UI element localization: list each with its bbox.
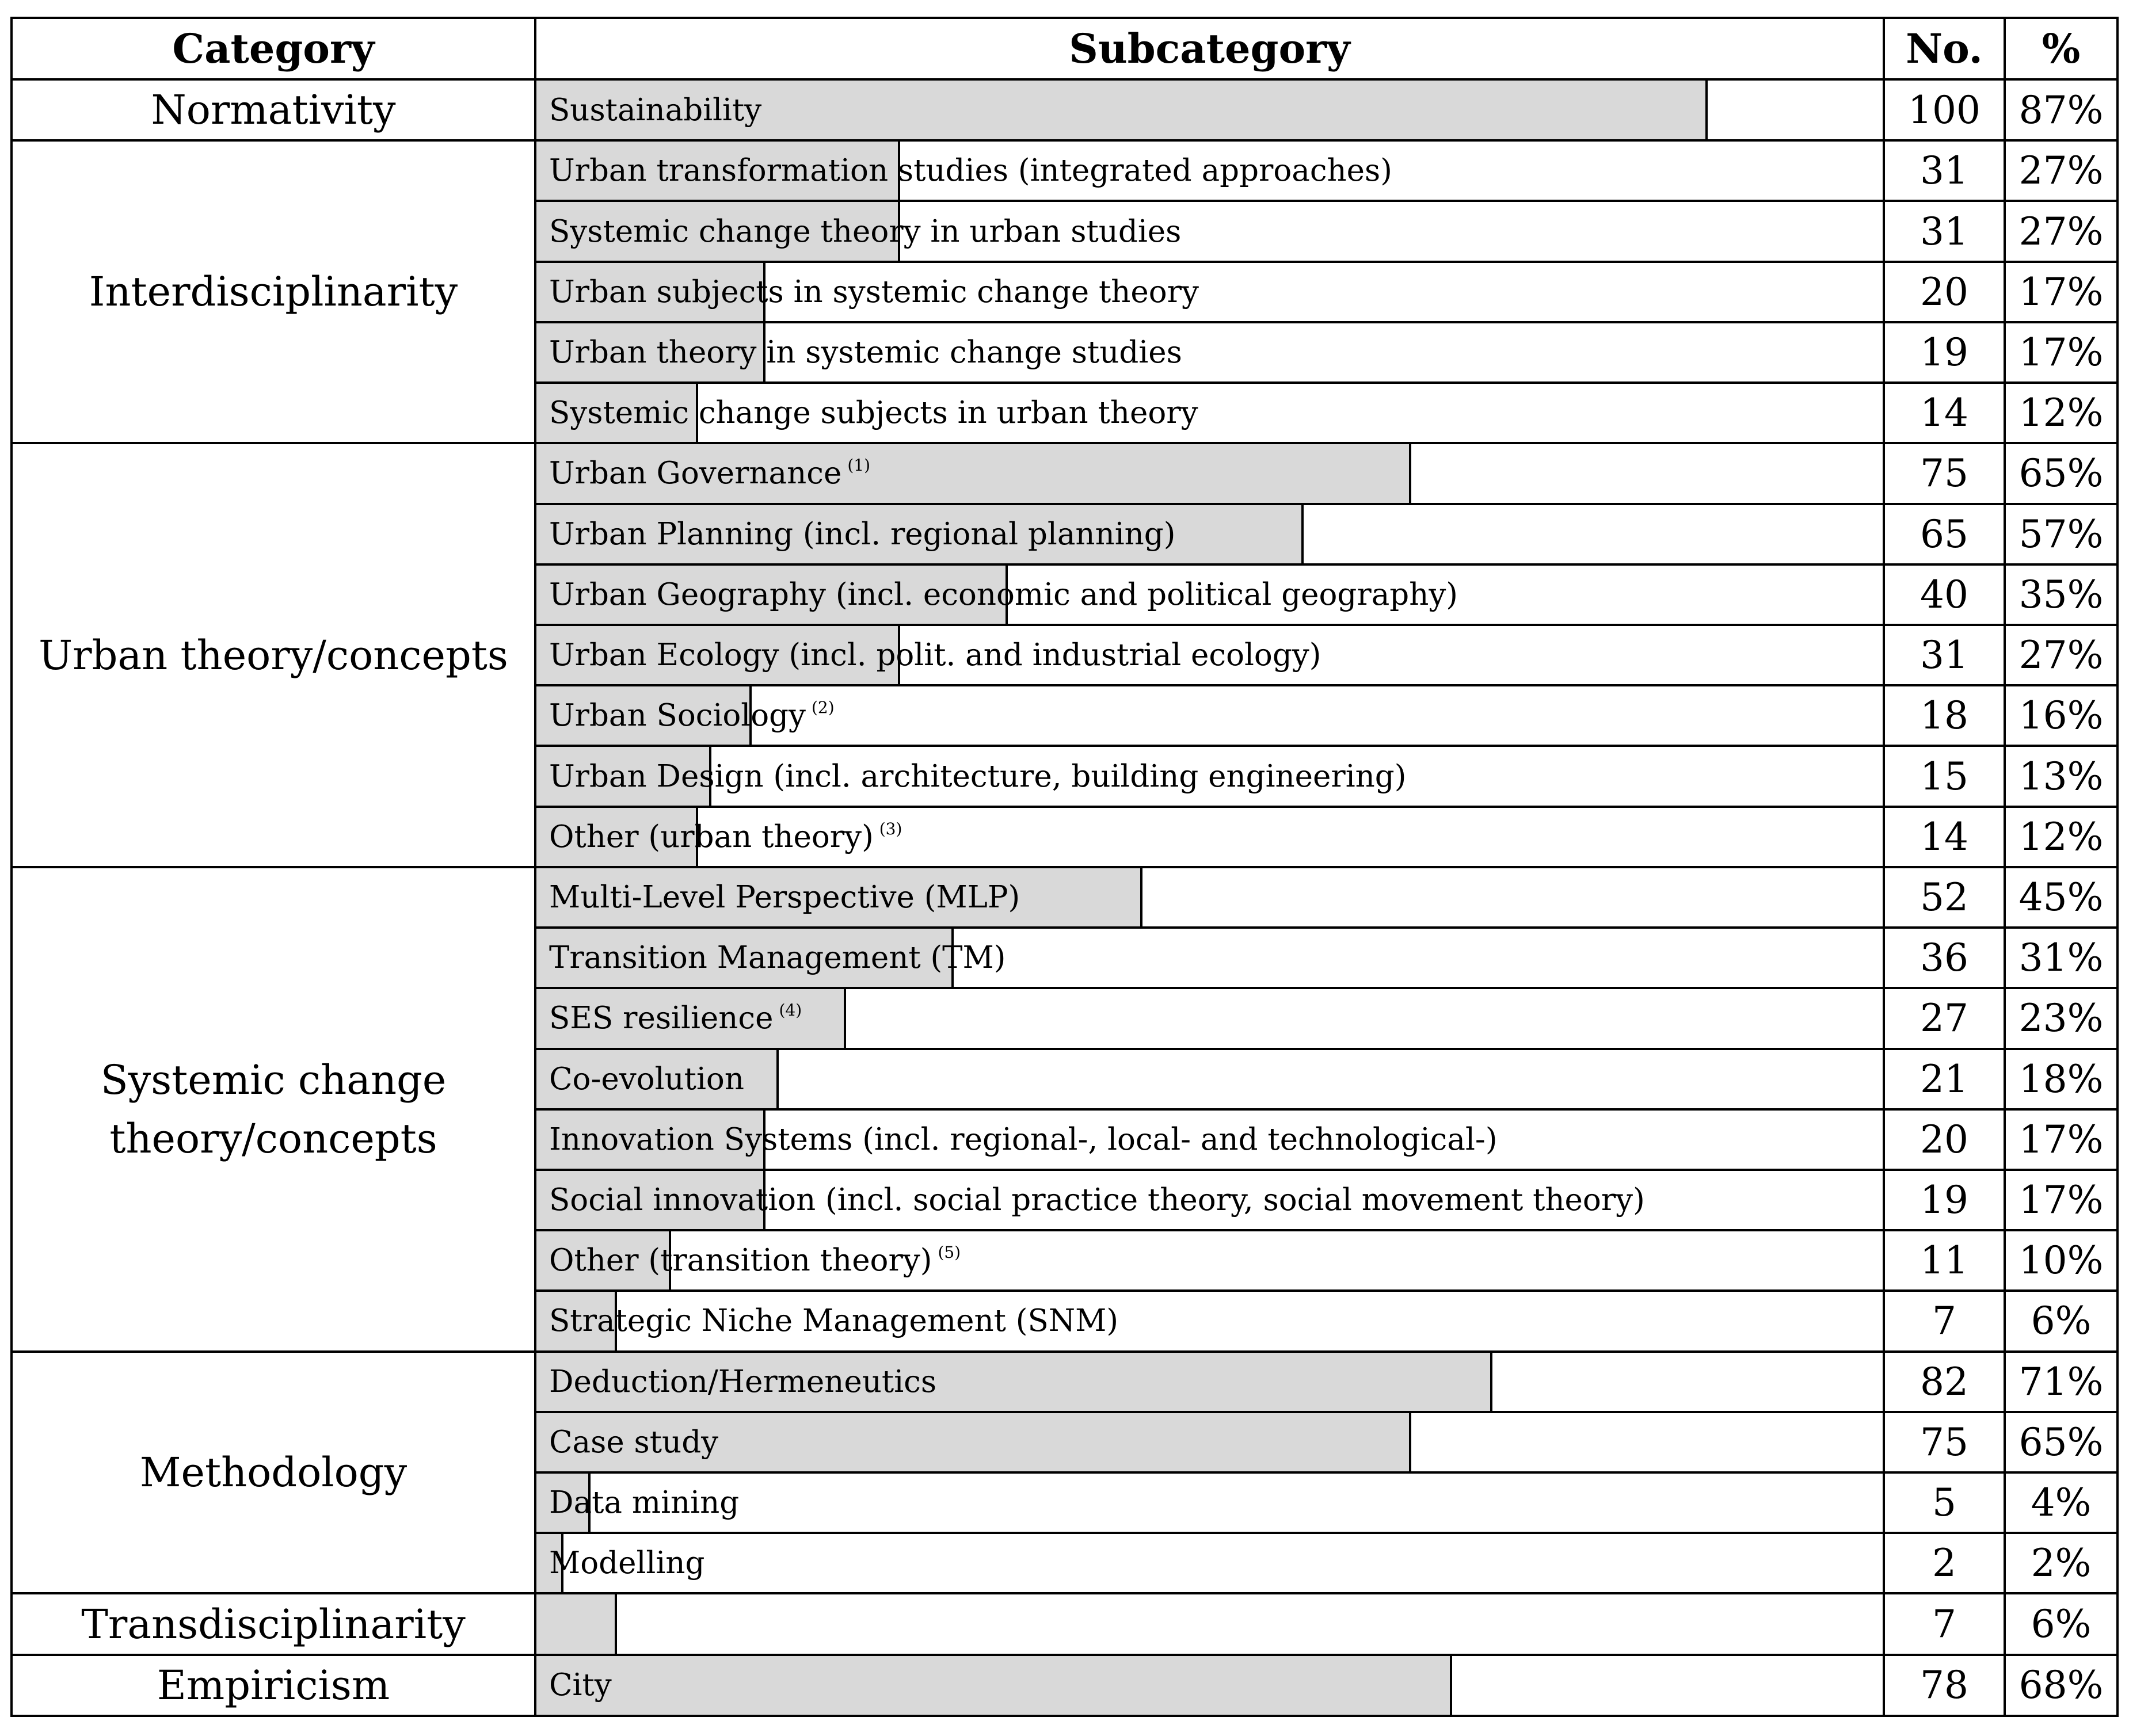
subcategory-text: Multi-Level Perspective (MLP) [549,879,1020,915]
percent-cell: 45% [2005,867,2117,928]
subcategory-label [549,747,1406,805]
percent-cell: 31% [2005,928,2117,988]
count-cell: 82 [1884,1352,2005,1412]
subcategory-label [549,202,1181,260]
subcategory-cell [535,504,1884,564]
subcategory-label [549,323,1182,381]
percent-cell: 6% [2005,1291,2117,1351]
subcategory-cell [535,928,1884,988]
category-cell: Systemic change theory/concepts [12,867,535,1352]
percent-cell: 65% [2005,443,2117,503]
subcategory-cell [535,1655,1884,1716]
table-row [12,443,2117,503]
subcategory-cell [535,867,1884,928]
footnote-marker: (2) [812,698,835,718]
percent-cell: 16% [2005,685,2117,746]
footnote-marker: (1) [847,456,870,475]
percent-cell: 27% [2005,201,2117,261]
subcategory-cell [535,79,1884,140]
subcategory-label [549,868,1020,926]
subcategory-text: Modelling [549,1546,705,1581]
percent-cell: 18% [2005,1049,2117,1109]
subcategory-text: Case study [549,1424,719,1460]
percent-cell: 4% [2005,1472,2117,1533]
subcategory-text: Urban Governance [549,456,842,491]
subcategory-text: Systemic change theory in urban studies [549,213,1182,249]
subcategory-text: Urban subjects in systemic change theory [549,274,1199,310]
subcategory-label [549,1474,739,1532]
subcategory-text: Transition Management (TM) [549,940,1006,976]
count-cell: 75 [1884,1412,2005,1472]
subcategory-label [549,1534,704,1592]
percent-cell: 12% [2005,807,2117,867]
subcategory-label [549,1292,1118,1350]
subcategory-cell [535,564,1884,625]
count-cell: 27 [1884,988,2005,1048]
subcategory-label [549,929,1006,987]
count-cell: 19 [1884,1170,2005,1230]
count-cell: 18 [1884,685,2005,746]
subcategory-text: Systemic change subjects in urban theory [549,395,1198,431]
count-cell: 20 [1884,262,2005,322]
count-cell: 31 [1884,625,2005,685]
subcategory-label [549,808,902,866]
subcategory-cell [535,140,1884,201]
subcategory-cell [535,746,1884,806]
subcategory-text: Innovation Systems (incl. regional-, local- and technological-) [549,1121,1498,1157]
count-cell: 14 [1884,383,2005,443]
category-cell: Interdisciplinarity [12,140,535,443]
subcategory-text: SES resilience [549,1001,774,1036]
count-cell: 20 [1884,1109,2005,1170]
subcategory-cell [535,1352,1884,1412]
percent-cell: 71% [2005,1352,2117,1412]
header-subcategory: Subcategory [535,18,1884,79]
subcategory-cell [535,625,1884,685]
subcategory-cell [535,1109,1884,1170]
footnote-marker: (4) [779,1001,802,1020]
category-cell: Urban theory/concepts [12,443,535,867]
subcategory-text: Urban Geography (incl. economic and political geography) [549,577,1458,612]
subcategory-text: Other (urban theory) [549,819,874,854]
count-cell: 14 [1884,807,2005,867]
header-percent: % [2005,18,2117,79]
count-cell: 78 [1884,1655,2005,1716]
table-row [12,140,2117,201]
percent-cell: 27% [2005,140,2117,201]
subcategory-label [549,1231,961,1289]
footnote-marker: (5) [938,1243,961,1262]
subcategory-text: Sustainability [549,92,762,128]
percent-cell: 12% [2005,383,2117,443]
percent-cell: 23% [2005,988,2117,1048]
subcategory-text: Other (transition theory) [549,1243,932,1279]
count-cell: 15 [1884,746,2005,806]
subcategory-cell [535,685,1884,746]
subcategory-text: Urban transformation studies (integrated approaches) [549,153,1392,189]
header-no: No. [1884,18,2005,79]
subcategory-label [549,384,1198,442]
count-cell: 19 [1884,322,2005,383]
subcategory-cell [535,262,1884,322]
subcategory-cell [535,1593,1884,1654]
subcategory-label [549,686,835,745]
percent-cell: 57% [2005,504,2117,564]
count-cell: 21 [1884,1049,2005,1109]
subcategory-cell [535,807,1884,867]
percent-cell: 13% [2005,746,2117,806]
count-cell: 31 [1884,201,2005,261]
subcategory-text: City [549,1668,612,1703]
count-cell: 75 [1884,443,2005,503]
subcategory-label [549,1656,612,1715]
count-cell: 5 [1884,1472,2005,1533]
category-cell: Transdisciplinarity [12,1593,535,1654]
subcategory-text: Urban Planning (incl. regional planning) [549,516,1176,552]
subcategory-label [549,1111,1498,1169]
percent-cell: 6% [2005,1593,2117,1654]
count-cell: 2 [1884,1533,2005,1593]
count-cell: 52 [1884,867,2005,928]
count-cell: 65 [1884,504,2005,564]
subcategory-label [549,1050,744,1108]
subcategory-bar-table [10,17,2119,1717]
table-row [12,79,2117,140]
count-cell: 7 [1884,1291,2005,1351]
header-row [12,18,2117,79]
subcategory-text: Urban Ecology (incl. polit. and industrial ecology) [549,638,1321,673]
percent-cell: 17% [2005,1170,2117,1230]
category-cell: Empiricism [12,1655,535,1716]
subcategory-label [549,142,1392,200]
percent-cell: 17% [2005,262,2117,322]
percent-cell: 87% [2005,79,2117,140]
percent-cell: 68% [2005,1655,2117,1716]
count-cell: 7 [1884,1593,2005,1654]
subcategory-text: Urban theory in systemic change studies [549,334,1182,370]
table-row [12,1352,2117,1412]
subcategory-cell [535,201,1884,261]
subcategory-text: Strategic Niche Management (SNM) [549,1303,1119,1339]
percentage-bar [536,1594,617,1653]
subcategory-cell [535,322,1884,383]
subcategory-text: Urban Design (incl. architecture, building engineering) [549,758,1407,794]
subcategory-label [549,1353,936,1411]
subcategory-cell [535,443,1884,503]
percent-cell: 35% [2005,564,2117,625]
percent-cell: 10% [2005,1230,2117,1291]
table-row [12,867,2117,928]
subcategory-label [549,263,1199,321]
subcategory-label [549,505,1175,563]
table-body [12,79,2117,1716]
table-row [12,1593,2117,1654]
subcategory-cell [535,1291,1884,1351]
count-cell: 40 [1884,564,2005,625]
subcategory-text: Deduction/Hermeneutics [549,1364,937,1399]
percent-cell: 2% [2005,1533,2117,1593]
subcategory-cell [535,383,1884,443]
subcategory-cell [535,1170,1884,1230]
subcategory-cell [535,1049,1884,1109]
footnote-marker: (3) [879,819,902,838]
subcategory-label [549,81,761,139]
table-row [12,1655,2117,1716]
subcategory-text: Social innovation (incl. social practice theory, social movement theory) [549,1182,1645,1218]
header-category: Category [12,18,535,79]
subcategory-label [549,444,870,502]
percent-cell: 27% [2005,625,2117,685]
count-cell: 36 [1884,928,2005,988]
subcategory-label [549,626,1321,684]
count-cell: 31 [1884,140,2005,201]
count-cell: 11 [1884,1230,2005,1291]
subcategory-text: Urban Sociology [549,698,806,734]
subcategory-text: Data mining [549,1485,740,1521]
subcategory-label [549,566,1458,624]
subcategory-cell [535,1412,1884,1472]
percent-cell: 17% [2005,1109,2117,1170]
percent-cell: 17% [2005,322,2117,383]
subcategory-text: Co-evolution [549,1061,744,1097]
category-cell: Normativity [12,79,535,140]
subcategory-label [549,989,802,1047]
subcategory-label [549,1413,718,1471]
subcategory-cell [535,988,1884,1048]
subcategory-cell [535,1472,1884,1533]
percentage-bar [536,1656,1452,1715]
subcategory-label [549,1171,1645,1229]
percent-cell: 65% [2005,1412,2117,1472]
category-cell: Methodology [12,1352,535,1594]
subcategory-cell [535,1533,1884,1593]
subcategory-cell [535,1230,1884,1291]
count-cell: 100 [1884,79,2005,140]
